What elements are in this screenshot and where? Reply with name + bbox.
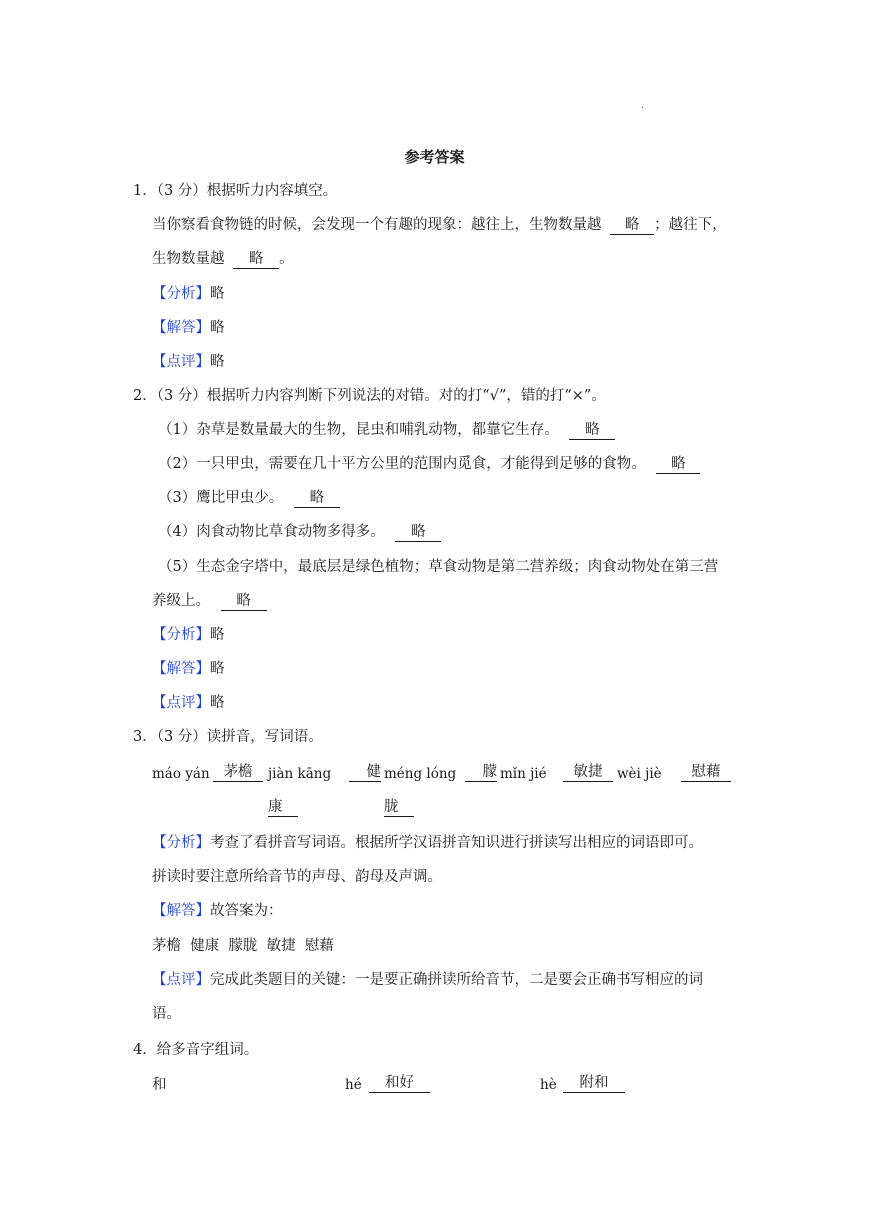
q1-line2 [152,249,294,269]
q3-stem: 3．（3 分）读拼音，写词语。 [133,729,323,745]
q1-blank1: 略 [610,217,654,235]
q2-stem: 2．（3 分）根据听力内容判断下列说法的对错。对的打“√”，错的打“×”。 [133,388,606,404]
q3-pinyin-1: máo yán [152,766,210,782]
q4-pinyin-2: hè [540,1077,557,1093]
q3-comment-text: 完成此类题目的关键：一是要正确拼读所给音节，二是要会正确书写相应的词 [210,972,703,988]
comment-tag: 【点评】 [152,695,210,711]
q2-item-text: （3）鹰比甲虫少。 [158,490,284,506]
page-title: 参考答案 [404,148,465,166]
q2-answer-text: 略 [210,661,225,677]
q3-pinyin-2: jiàn kāng [268,766,332,782]
q2-comment-text: 略 [210,695,225,711]
q1-analysis [152,284,225,304]
q3-answer-5: 慰藉 [681,764,731,782]
q1-answer-text: 略 [210,320,225,336]
q3-pinyin-5: wèi jiè [617,766,662,782]
q3-comment [152,970,703,990]
q3-analysis [152,833,703,853]
q3-answer-text: 故答案为： [210,903,283,919]
q2-item-5-cont [152,591,267,611]
q4-stem: 4．给多音字组词。 [133,1042,259,1058]
q4-answer-2: 附和 [563,1075,625,1093]
q3-comment-cont: 语。 [152,1006,181,1022]
q2-item-blank: 略 [656,456,700,474]
q2-comment [152,693,225,713]
q4-char: 和 [152,1077,167,1093]
q2-item-3 [158,488,340,508]
q4-answer-1: 和好 [369,1075,430,1093]
q2-item-1 [158,420,615,440]
q1-blank2: 略 [233,251,279,269]
q2-item-cont-text: 养级上。 [152,593,210,609]
q1-line1 [152,215,727,235]
q2-item-text: （2）一只甲虫，需要在几十平方公里的范围内觅食，才能得到足够的食物。 [158,456,646,472]
comment-tag: 【点评】 [152,972,210,988]
q3-answer-2: 健 [349,764,381,782]
q3-answer-4: 敏捷 [563,764,613,782]
q3-pinyin-4: mǐn jié [500,766,547,782]
q2-item-text: （4）肉食动物比草食动物多得多。 [158,524,385,540]
q2-item-blank: 略 [395,524,441,542]
q3-answer-1: 茅檐 [213,764,263,782]
q3-answer-2-wrap: 康 [268,799,298,817]
q2-item-2 [158,454,700,474]
q2-item-text: （1）杂草是数量最大的生物，昆虫和哺乳动物，都靠它生存。 [158,422,559,438]
q1-answer [152,318,225,338]
answer-tag: 【解答】 [152,903,210,919]
q3-analysis-cont: 拼读时要注意所给音节的声母、韵母及声调。 [152,869,442,885]
q2-item-blank: 略 [569,422,615,440]
analysis-tag: 【分析】 [152,286,210,302]
analysis-tag: 【分析】 [152,835,210,851]
q1-line2-post: 。 [279,251,294,267]
q2-item-4 [158,522,441,542]
q3-answer-3-wrap: 胧 [384,799,414,817]
q1-comment-text: 略 [210,354,225,370]
q1-comment [152,352,225,372]
answer-tag: 【解答】 [152,320,210,336]
q3-answer [152,901,283,921]
q2-analysis-text: 略 [210,627,225,643]
q3-analysis-text: 考查了看拼音写词语。根据所学汉语拼音知识进行拼读写出相应的词语即可。 [210,835,703,851]
q4-pinyin-1: hé [345,1077,362,1093]
q3-answer-words: 茅檐 健康 朦胧 敏捷 慰藉 [152,938,334,954]
q1-stem: 1．（3 分）根据听力内容填空。 [133,183,338,199]
q2-item-blank: 略 [221,593,267,611]
q1-line1-post: ；越往下， [654,217,727,233]
q2-answer [152,659,225,679]
q2-item-text: （5）生态金字塔中，最底层是绿色植物；草食动物是第二营养级；肉食动物处在第三营 [158,559,719,575]
q3-pinyin-3: méng lóng [384,766,457,782]
analysis-tag: 【分析】 [152,627,210,643]
comment-tag: 【点评】 [152,354,210,370]
q3-answer-3: 朦 [465,764,497,782]
answer-tag: 【解答】 [152,661,210,677]
q2-analysis [152,625,225,645]
q2-item-5 [158,557,718,577]
header-dot: . [641,100,645,111]
q1-line2-text: 生物数量越 [152,251,225,267]
q1-analysis-text: 略 [210,286,225,302]
q1-line1-text: 当你察看食物链的时候，会发现一个有趣的现象：越往上，生物数量越 [152,217,602,233]
q2-item-blank: 略 [294,490,340,508]
